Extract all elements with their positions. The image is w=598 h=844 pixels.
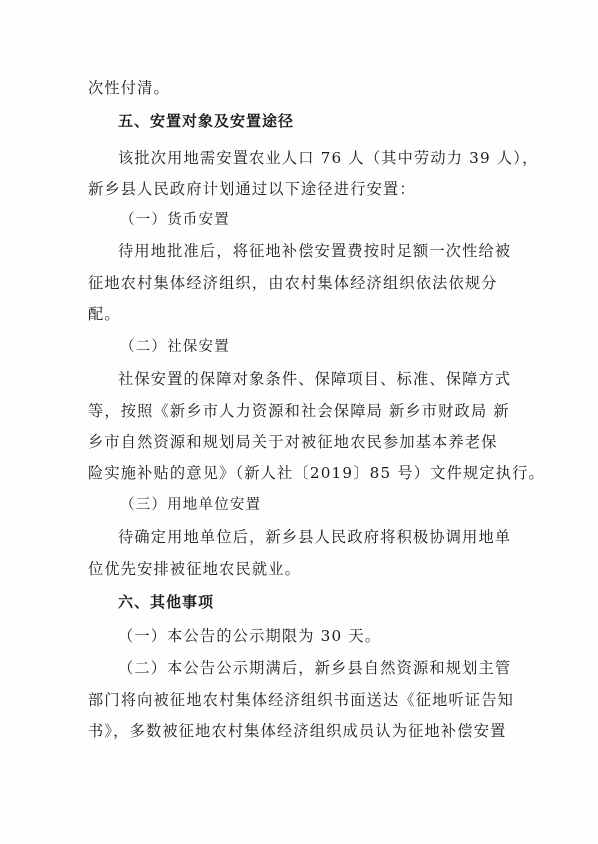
paragraph-line: 险实施补贴的意见》（新人社〔2019〕85 号）文件规定执行。 [88, 464, 545, 482]
subheading-employer: （三）用地单位安置 [120, 497, 262, 513]
paragraph-line: 次性付清。 [88, 79, 170, 97]
paragraph-line: 乡市自然资源和规划局关于对被征地农民参加基本养老保 [88, 433, 498, 451]
section-heading-other: 六、其他事项 [118, 593, 215, 611]
paragraph-line: 社保安置的保障对象条件、保障项目、标准、保障方式 [118, 370, 512, 388]
paragraph-line: 部门将向被征地农村集体经济组织书面送达《征地听证告知 [88, 691, 515, 709]
paragraph-line: 位优先安排被征地农民就业。 [88, 560, 302, 578]
subheading-social-security: （二）社保安置 [120, 339, 230, 355]
paragraph-line: 该批次用地需安置农业人口 76 人（其中劳动力 39 人）， [118, 149, 539, 167]
paragraph-line: 配。 [88, 305, 121, 323]
paragraph-line: 等，按照《新乡市人力资源和社会保障局 新乡市财政局 新 [88, 402, 510, 420]
paragraph-line: 书》，多数被征地农村集体经济组织成员认为征地补偿安置 [88, 722, 507, 740]
subheading-monetary: （一）货币安置 [120, 212, 230, 228]
paragraph-line: 征地农村集体经济组织，由农村集体经济组织依法依规分 [88, 274, 498, 292]
section-heading-resettlement: 五、安置对象及安置途径 [118, 112, 295, 130]
paragraph-line: （一）本公告的公示期限为 30 天。 [118, 627, 382, 645]
paragraph-line: 待用地批准后，将征地补偿安置费按时足额一次性给被 [118, 242, 512, 260]
paragraph-line: 待确定用地单位后，新乡县人民政府将积极协调用地单 [118, 528, 512, 546]
paragraph-line: 新乡县人民政府计划通过以下途径进行安置： [88, 180, 416, 198]
paragraph-line: （二）本公告公示期满后，新乡县自然资源和规划主管 [118, 659, 512, 677]
